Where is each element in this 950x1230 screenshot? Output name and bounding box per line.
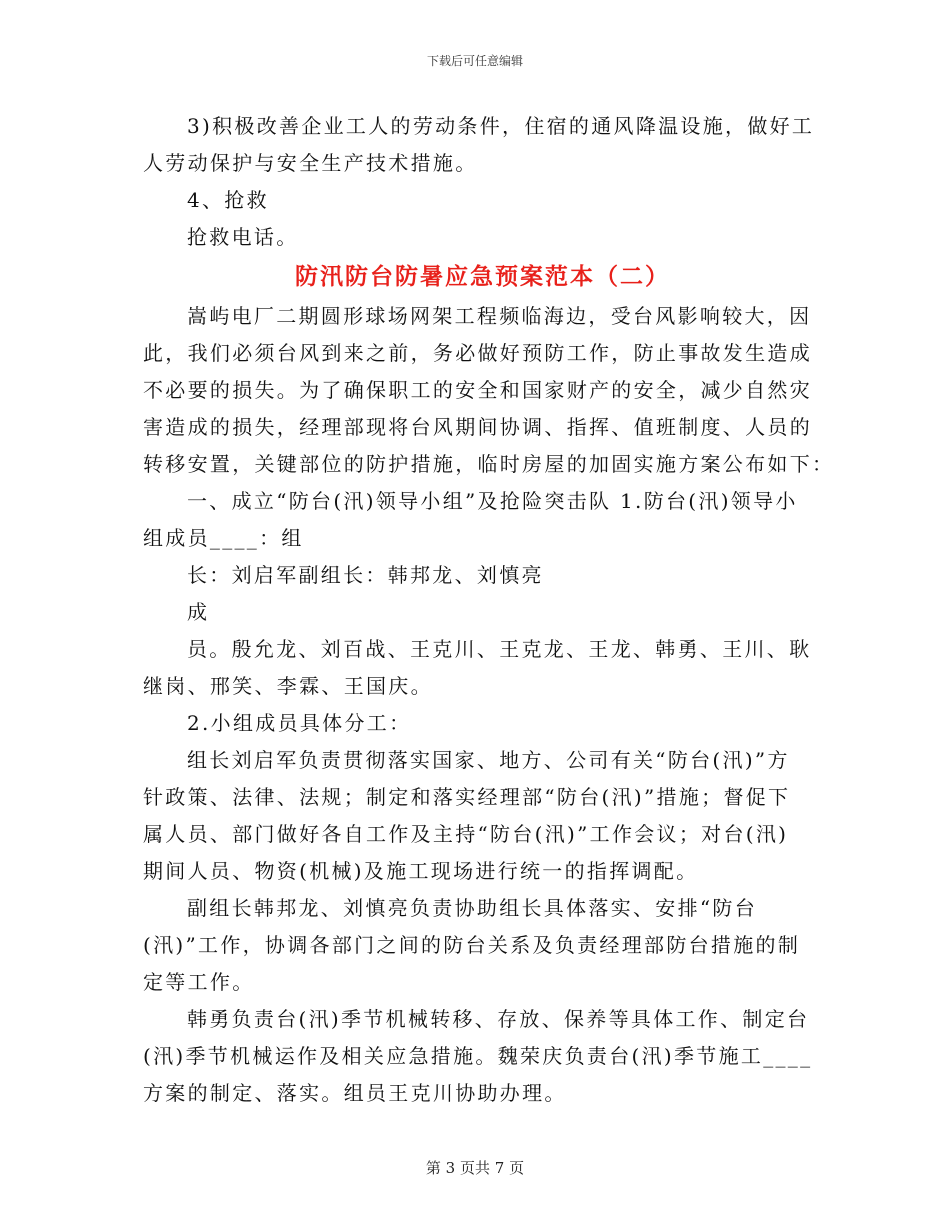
text-line: 不必要的损失。为了确保职工的安全和国家财产的安全，减少自然灾 (143, 378, 812, 402)
text-line: 嵩屿电厂二期圆形球场网架工程频临海边，受台风影响较大，因 (187, 304, 812, 328)
text-line: 一、成立“防台(汛)领导小组”及抢险突击队 1.防台(汛)领导小 (187, 489, 798, 513)
text-line: 期间人员、物资(机械)及施工现场进行统一的指挥调配。 (143, 859, 699, 883)
text-line: 属人员、部门做好各自工作及主持“防台(汛)”工作会议；对台(汛) (143, 822, 789, 846)
text-line: 抢救电话。 (187, 225, 299, 249)
text-line: 4、抢救 (187, 188, 269, 212)
text-line: 方案的制定、落实。组员王克川协助办理。 (143, 1081, 567, 1105)
text-line: 长：刘启军副组长：韩邦龙、刘慎亮 (187, 563, 544, 587)
section-title: 防汛防台防暑应急预案范本（二） (295, 263, 670, 290)
page-footer: 第 3 页共 7 页 (425, 1159, 525, 1177)
text-line: 副组长韩邦龙、刘慎亮负责协助组长具体落实、安排“防台 (187, 896, 758, 920)
text-line: 韩勇负责台(汛)季节机械转移、存放、保养等具体工作、制定台 (187, 1007, 810, 1031)
text-line: (汛)季节机械运作及相关应急措施。魏荣庆负责台(汛)季节施工____ (143, 1044, 813, 1068)
page-header: 下载后可任意编辑 (426, 54, 523, 68)
text-line: 定等工作。 (143, 970, 255, 994)
text-line: 人劳动保护与安全生产技术措施。 (143, 151, 478, 175)
text-line: 害造成的损失，经理部现将台风期间协调、指挥、值班制度、人员的 (143, 415, 812, 439)
text-line: 继岗、邢笑、李霖、王国庆。 (143, 674, 433, 698)
text-line: 针政策、法律、法规；制定和落实经理部“防台(汛)”措施；督促下 (143, 785, 791, 809)
document-body (143, 108, 835, 1112)
text-line: 此，我们必须台风到来之前，务必做好预防工作，防止事故发生造成 (143, 341, 812, 365)
text-line: 组成员____：组 (143, 526, 304, 550)
text-line: (汛)”工作，协调各部门之间的防台关系及负责经理部防台措施的制 (143, 933, 801, 957)
text-line: 成 (187, 600, 210, 624)
text-line: 转移安置，关键部位的防护措施，临时房屋的加固实施方案公布如下： (143, 452, 835, 476)
text-line: 组长刘启军负责贯彻落实国家、地方、公司有关“防台(汛)”方 (187, 748, 790, 772)
text-line: 员。殷允龙、刘百战、王克川、王克龙、王龙、韩勇、王川、耿 (187, 637, 812, 661)
text-line: 3)积极改善企业工人的劳动条件，住宿的通风降温设施，做好工 (187, 114, 815, 138)
text-line: 2.小组成员具体分工： (187, 711, 412, 735)
